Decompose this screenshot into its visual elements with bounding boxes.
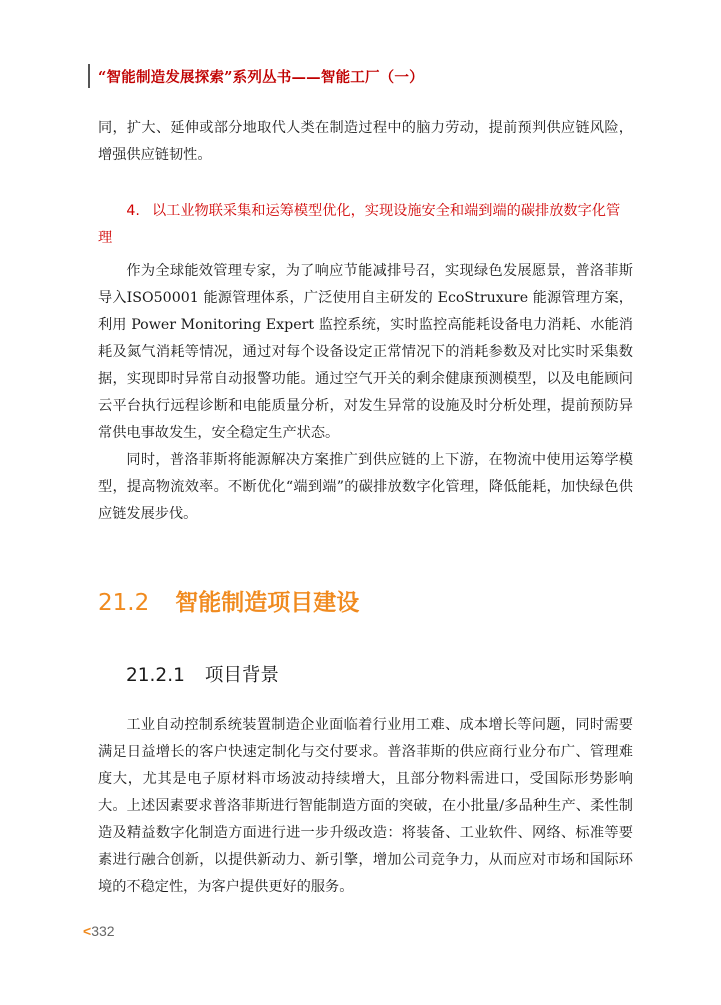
running-header: [88, 64, 424, 88]
subsection-heading: [126, 661, 279, 687]
series-title: “智能制造发展探索”系列丛书——智能工厂（一）: [98, 68, 424, 86]
section-title: 智能制造项目建设: [175, 590, 360, 616]
sub-heading-text: 以工业物联采集和运筹模型优化，实现设施安全和端到端的碳排放数字化管理: [98, 203, 621, 246]
subsection-number: 21.2.1: [126, 665, 185, 686]
sub-heading-number: 4.: [126, 203, 140, 219]
page-number-value: 332: [91, 923, 115, 939]
paragraph-energy-management: 作为全球能效管理专家，为了响应节能减排号召，实现绿色发展愿景，普洛菲斯导入ISO50001 能源管理体系，广泛使用自主研发的 EcoStruxure 能源管理方案，利用 Power Monitoring Expert 监控系统，实时监控高能耗设备电力消耗、水能消耗及氮气消耗等情况，通过对每个设备设定正常情况下的消耗参数及对比实时采集数据，实现即时异常自动报警功能。通过空气开关的剩余健康预测模型，以及电能顾问云平台执行远程诊断和电能质量分析，对发生异常的设施及时分析处理，提前预防异常供电事故发生，安全稳定生产状态。: [98, 263, 633, 441]
subsection-title: 项目背景: [204, 665, 279, 686]
paragraph-continuation: 同，扩大、延伸或部分地取代人类在制造过程中的脑力劳动，提前预判供应链风险，增强供应链韧性。: [98, 120, 633, 163]
page-arrow-icon: <: [83, 923, 92, 939]
paragraph-supply-chain: 同时，普洛菲斯将能源解决方案推广到供应链的上下游，在物流中使用运筹学模型，提高物流效率。不断优化“端到端”的碳排放数字化管理，降低能耗，加快绿色供应链发展步伐。: [98, 452, 633, 522]
header-divider-bar: [88, 64, 90, 88]
sub-heading-4: [98, 198, 633, 252]
section-heading: [98, 584, 359, 617]
page-number: [83, 923, 115, 939]
section-number: 21.2: [98, 590, 150, 616]
paragraph-project-background: 工业自动控制系统装置制造企业面临着行业用工难、成本增长等问题，同时需要满足日益增长的客户快速定制化与交付要求。普洛菲斯的供应商行业分布广、管理难度大，尤其是电子原材料市场波动持续增大，且部分物料需进口，受国际形势影响大。上述因素要求普洛菲斯进行智能制造方面的突破，在小批量/多品种生产、柔性制造及精益数字化制造方面进行进一步升级改造：将装备、工业软件、网络、标准等要素进行融合创新，以提供新动力、新引擎，增加公司竞争力，从而应对市场和国际环境的不稳定性，为客户提供更好的服务。: [98, 717, 633, 895]
